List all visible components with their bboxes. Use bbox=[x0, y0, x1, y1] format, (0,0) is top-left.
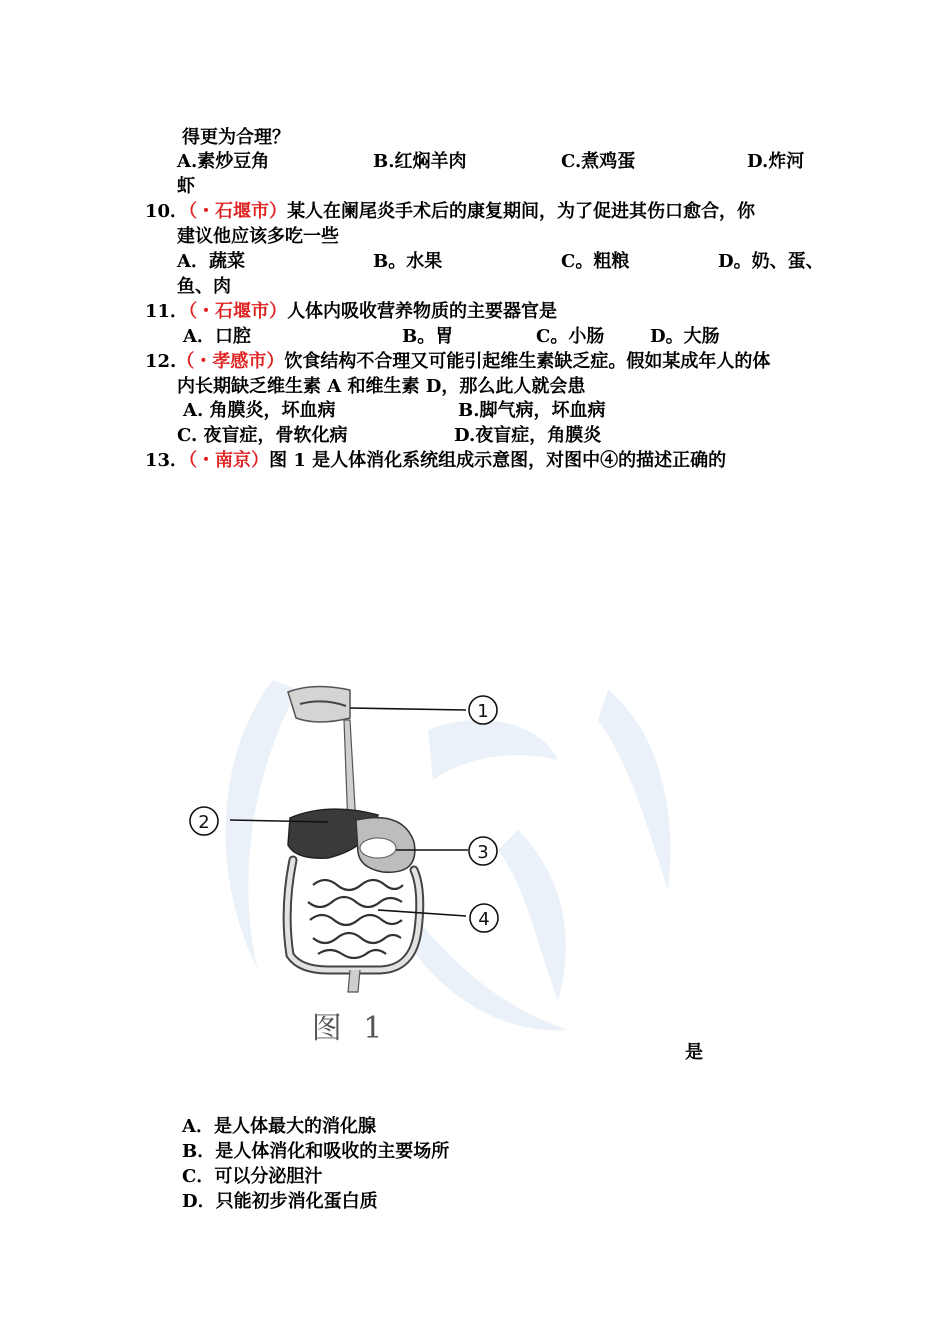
q11-text: 人体内吸收营养物质的主要器官是 bbox=[287, 301, 558, 322]
q9-option-b: B.红焖羊肉 bbox=[373, 151, 467, 172]
label-3 bbox=[469, 837, 497, 865]
q13-number: 13． bbox=[145, 450, 189, 471]
q12-option-d: D.夜盲症，角膜炎 bbox=[454, 425, 602, 446]
q13-source: （・南京） bbox=[188, 450, 270, 471]
digestive-system-figure bbox=[178, 670, 683, 1060]
q10-line2: 建议他应该多吃一些 bbox=[177, 226, 339, 247]
q12-number: 12. bbox=[145, 351, 177, 372]
q10-text: 某人在阑尾炎手术后的康复期间，为了促进其伤口愈合，你 bbox=[287, 201, 756, 222]
q11-number: 11． bbox=[145, 301, 189, 322]
svg-text:3: 3 bbox=[477, 842, 489, 863]
watermark bbox=[226, 680, 671, 1030]
q9-option-a: A.素炒豆角 bbox=[177, 151, 270, 172]
q10-option-d-wrap: 鱼、肉 bbox=[177, 276, 231, 297]
small-intestine-shape bbox=[308, 880, 403, 958]
label-4 bbox=[470, 904, 498, 932]
q13-stem-end: 是 bbox=[685, 1042, 703, 1063]
q12-option-b: B.脚气病，坏血病 bbox=[458, 400, 606, 421]
q12-option-a: A. 角膜炎，坏血病 bbox=[183, 400, 336, 421]
q10-source: （・石堰市） bbox=[188, 201, 288, 222]
q10-option-d: D。奶、蛋、 bbox=[718, 251, 824, 272]
mouth-shape bbox=[288, 686, 350, 722]
figure-caption: 图 1 bbox=[311, 1011, 389, 1046]
q9-option-c: C.煮鸡蛋 bbox=[561, 151, 636, 172]
q13-line1 bbox=[145, 449, 726, 473]
svg-text:2: 2 bbox=[198, 812, 210, 833]
q10-option-c: C。粗粮 bbox=[561, 251, 630, 272]
q10-line1 bbox=[145, 200, 755, 224]
svg-text:4: 4 bbox=[478, 909, 490, 930]
q11-option-a: A．口腔 bbox=[183, 326, 251, 347]
q9-option-d: D.炸河 bbox=[747, 151, 805, 172]
svg-text:1: 1 bbox=[477, 701, 489, 722]
q9-continuation: 得更为合理？ bbox=[182, 127, 290, 148]
q12-line1 bbox=[145, 350, 770, 374]
q13-text: 图 1 是人体消化系统组成示意图，对图中④的描述正确的 bbox=[269, 450, 727, 471]
q11-line1 bbox=[145, 300, 557, 324]
q12-source: （・孝感市） bbox=[176, 351, 285, 372]
q10-option-a: A．蔬菜 bbox=[177, 251, 245, 272]
large-intestine-shape bbox=[287, 860, 420, 970]
label-1 bbox=[469, 696, 497, 724]
rectum-shape bbox=[348, 970, 360, 992]
label-2 bbox=[190, 807, 218, 835]
q13-option-c: C．可以分泌胆汁 bbox=[182, 1166, 323, 1187]
q13-option-b: B．是人体消化和吸收的主要场所 bbox=[182, 1141, 450, 1162]
q11-source: （・石堰市） bbox=[188, 301, 288, 322]
q10-number: 10． bbox=[145, 201, 189, 222]
q9-option-d-wrap: 虾 bbox=[177, 176, 195, 197]
q12-text: 饮食结构不合理又可能引起维生素缺乏症。假如某成年人的体 bbox=[284, 351, 771, 372]
q11-option-b: B。胃 bbox=[402, 326, 454, 347]
q12-option-c: C. 夜盲症，骨软化病 bbox=[177, 425, 348, 446]
q12-line2: 内长期缺乏维生素 A 和维生素 D，那么此人就会患 bbox=[177, 376, 586, 397]
q11-option-c: C。小肠 bbox=[536, 326, 605, 347]
q13-option-a: A．是人体最大的消化腺 bbox=[182, 1116, 376, 1137]
q11-option-d: D。大肠 bbox=[650, 326, 720, 347]
q13-option-d: D．只能初步消化蛋白质 bbox=[182, 1191, 378, 1212]
q10-option-b: B。水果 bbox=[373, 251, 443, 272]
